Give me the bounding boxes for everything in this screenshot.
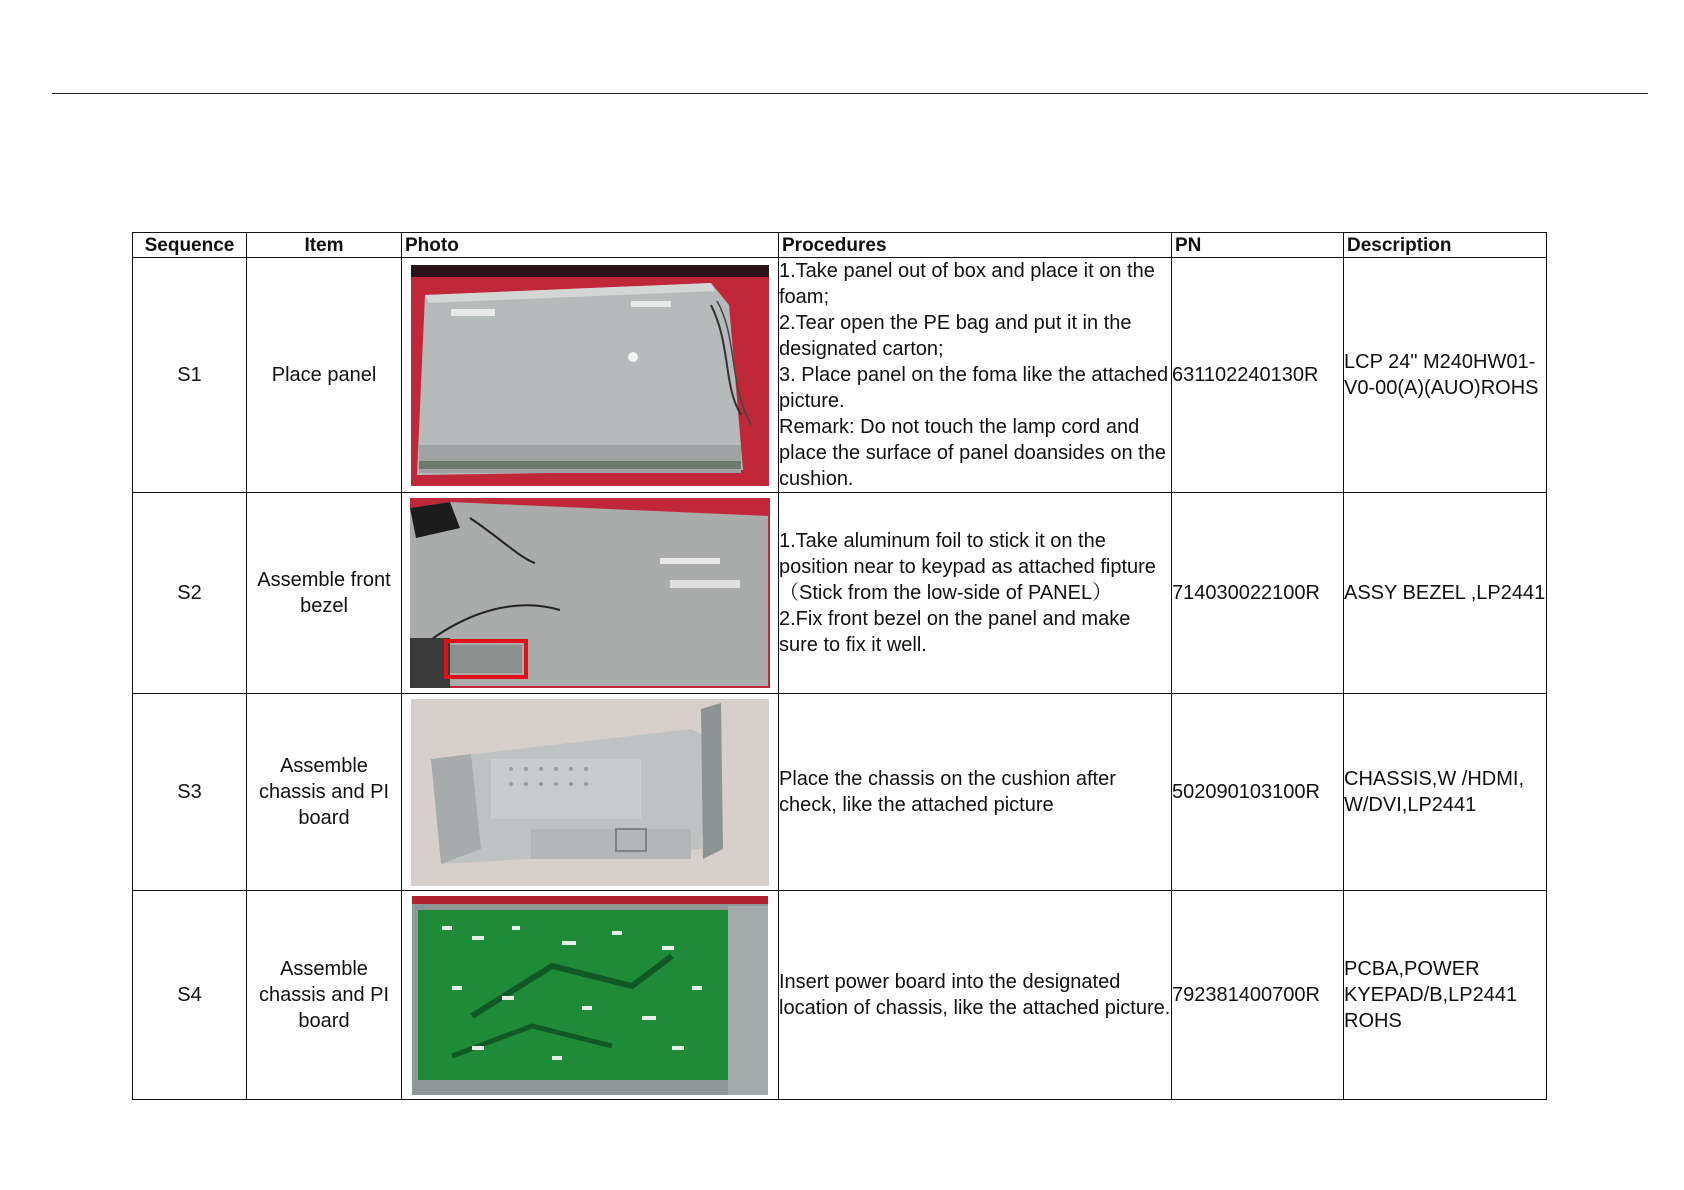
photo-cell: [402, 891, 779, 1100]
procedure-step: 3. Place panel on the foma like the attached picture.: [779, 364, 1169, 412]
photo-cell: [402, 694, 779, 891]
procedure-step: 2.Tear open the PE bag and put it in the designated carton;: [779, 312, 1132, 360]
procedures-cell: [779, 258, 1172, 493]
panel-back-with-marked-area-photo: [410, 498, 770, 688]
part-number-cell: 502090103100R: [1172, 694, 1344, 891]
item-cell: Place panel: [247, 258, 402, 493]
table-row: [133, 891, 1547, 1100]
table-row: [133, 694, 1547, 891]
header-rule: [52, 93, 1648, 94]
photo-cell: [402, 258, 779, 493]
table-row: [133, 493, 1547, 694]
item-cell: Assemble chassis and PI board: [247, 694, 402, 891]
procedure-step: 1.Take aluminum foil to stick it on the position near to keypad as attached fipture（Stick from the low-side of PANEL）: [779, 530, 1156, 604]
header-sequence: Sequence: [133, 233, 247, 258]
description-cell: PCBA,POWER KYEPAD/B,LP2441 ROHS: [1344, 891, 1547, 1100]
header-photo: Photo: [402, 233, 779, 258]
procedures-cell: [779, 493, 1172, 694]
procedures-cell: [779, 694, 1172, 891]
procedure-step: Place the chassis on the cushion after check, like the attached picture: [779, 768, 1116, 816]
procedure-step: 1.Take panel out of box and place it on the foam;: [779, 260, 1155, 308]
procedure-step: 2.Fix front bezel on the panel and make sure to fix it well.: [779, 608, 1131, 656]
photo-cell: [402, 493, 779, 694]
sequence-cell: S4: [133, 891, 247, 1100]
item-cell: Assemble front bezel: [247, 493, 402, 694]
table-header-row: [133, 233, 1547, 258]
part-number-cell: 631102240130R: [1172, 258, 1344, 493]
header-pn: PN: [1172, 233, 1344, 258]
description-cell: CHASSIS,W /HDMI, W/DVI,LP2441: [1344, 694, 1547, 891]
description-cell: LCP 24" M240HW01-V0-00(A)(AUO)ROHS: [1344, 258, 1547, 493]
header-description: Description: [1344, 233, 1547, 258]
assembly-procedure-table: [132, 232, 1547, 1100]
procedures-cell: [779, 891, 1172, 1100]
procedure-remark: Remark: Do not touch the lamp cord and place the surface of panel doansides on the cushion.: [779, 416, 1166, 490]
table-row: [133, 258, 1547, 493]
procedure-step: Insert power board into the designated location of chassis, like the attached picture.: [779, 971, 1171, 1019]
header-item: Item: [247, 233, 402, 258]
part-number-cell: 792381400700R: [1172, 891, 1344, 1100]
green-power-board-photo: [412, 896, 768, 1095]
sequence-cell: S1: [133, 258, 247, 493]
header-procedures: Procedures: [779, 233, 1172, 258]
item-cell: Assemble chassis and PI board: [247, 891, 402, 1100]
lcd-panel-on-red-foam-photo: [411, 265, 769, 486]
sequence-cell: S2: [133, 493, 247, 694]
metal-chassis-photo: [411, 699, 769, 886]
part-number-cell: 714030022100R: [1172, 493, 1344, 694]
description-cell: ASSY BEZEL ,LP2441: [1344, 493, 1547, 694]
sequence-cell: S3: [133, 694, 247, 891]
